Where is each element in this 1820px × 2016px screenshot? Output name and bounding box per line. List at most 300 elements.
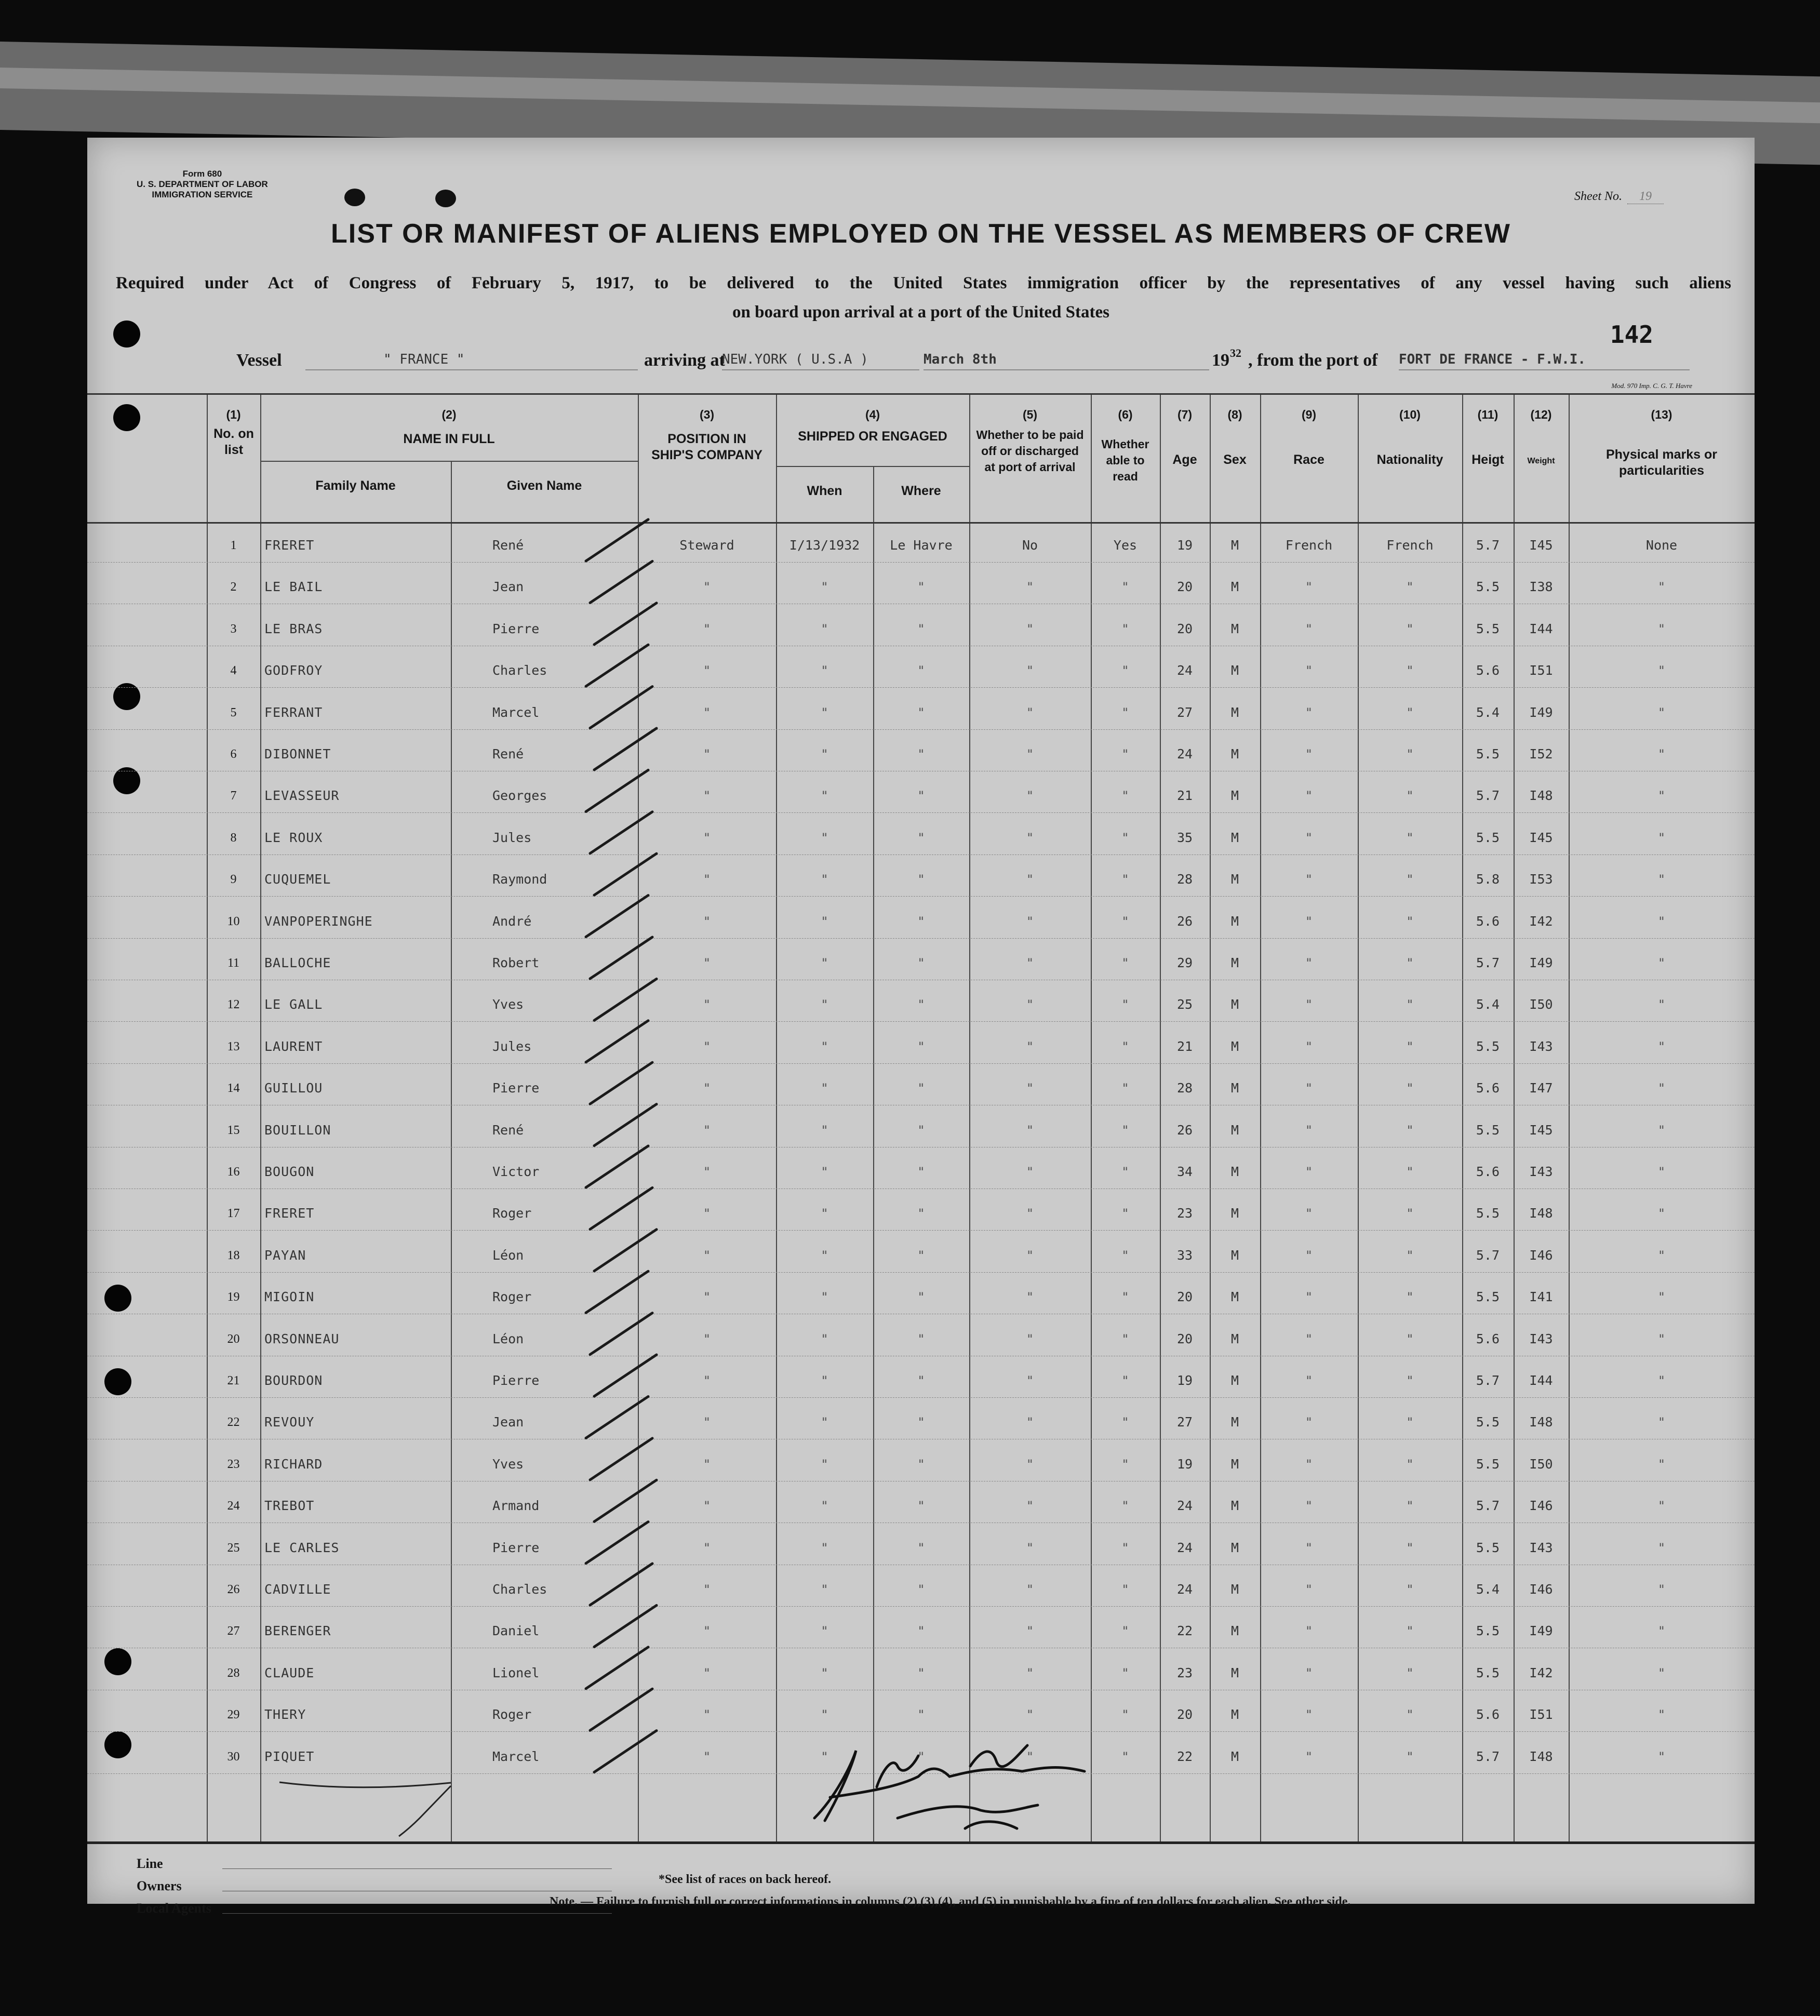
cell-read: " — [1121, 872, 1129, 887]
cell-paid: " — [1026, 914, 1034, 929]
cell-age: 33 — [1176, 1247, 1193, 1263]
row-guide-line — [87, 896, 1755, 897]
cell-where: " — [917, 1540, 925, 1555]
form-number: Form 680 — [182, 169, 222, 179]
from-label: , from the port of — [1248, 351, 1378, 370]
cell-nationality: " — [1406, 1331, 1414, 1346]
cell-no: 28 — [227, 1666, 240, 1680]
cell-when: " — [821, 580, 828, 595]
table-row — [87, 1694, 1755, 1735]
cell-no: 3 — [230, 622, 237, 636]
cell-marks: " — [1657, 1331, 1666, 1346]
cell-family: BALLOCHE — [264, 955, 331, 970]
cell-where: " — [917, 621, 925, 636]
cell-position: " — [703, 580, 711, 595]
cell-sex: M — [1230, 955, 1239, 970]
cell-sex: M — [1230, 1623, 1239, 1639]
cell-nationality: " — [1406, 1457, 1414, 1472]
cell-paid: " — [1026, 1248, 1034, 1263]
sheet-number — [1574, 190, 1664, 204]
cell-nationality: " — [1406, 1415, 1414, 1430]
cell-sex: M — [1230, 1456, 1239, 1472]
page-title: LIST OR MANIFEST OF ALIENS EMPLOYED ON THE VESSEL AS MEMBERS OF CREW — [331, 219, 1511, 249]
cell-given: Raymond — [492, 872, 547, 887]
cell-read: " — [1121, 1665, 1129, 1680]
cell-family: CLAUDE — [264, 1665, 315, 1680]
cell-family: FRERET — [264, 538, 315, 553]
table-row — [87, 1736, 1755, 1778]
cell-where: " — [917, 1582, 925, 1597]
cell-where: " — [917, 1206, 925, 1221]
cell-family: REVOUY — [264, 1414, 315, 1430]
cell-when: " — [821, 705, 828, 720]
cell-given: André — [492, 913, 532, 929]
table-row — [87, 1193, 1755, 1234]
cell-sex: M — [1230, 1748, 1239, 1764]
cell-sex: M — [1230, 1247, 1239, 1263]
cell-age: 26 — [1176, 1122, 1193, 1138]
cell-race: " — [1305, 1540, 1313, 1555]
row-guide-line — [87, 1397, 1755, 1398]
cell-no: 26 — [227, 1583, 240, 1596]
cell-race: " — [1305, 1665, 1313, 1680]
cell-marks: " — [1657, 663, 1666, 678]
cell-position: " — [703, 997, 711, 1012]
cell-given: Léon — [492, 1331, 524, 1346]
col2-number: (2) — [441, 408, 457, 421]
col4-number: (4) — [865, 408, 880, 421]
cell-when: " — [821, 621, 828, 636]
cell-family: LE ROUX — [264, 830, 323, 845]
cell-sex: M — [1230, 663, 1239, 678]
cell-read: " — [1121, 1499, 1129, 1514]
cell-family: CADVILLE — [264, 1582, 331, 1597]
cell-position: " — [703, 1499, 711, 1514]
cell-no: 23 — [227, 1457, 240, 1471]
cell-height: 5.5 — [1476, 1456, 1500, 1472]
row-guide-line — [87, 687, 1755, 688]
cell-race: " — [1305, 1499, 1313, 1514]
cell-marks: " — [1657, 1749, 1666, 1764]
cell-sex: M — [1230, 1414, 1239, 1430]
cell-no: 1 — [230, 539, 237, 552]
cell-marks: None — [1645, 538, 1678, 553]
cell-where: " — [917, 1290, 925, 1305]
cell-paid: " — [1026, 1331, 1034, 1346]
col2b-header: Given Name — [506, 478, 582, 493]
cell-weight: I45 — [1529, 1122, 1553, 1138]
table-row — [87, 775, 1755, 817]
col4a-header: When — [807, 484, 842, 498]
cell-when: " — [821, 1624, 828, 1639]
cell-where: " — [917, 789, 925, 804]
col6-header: Whether able to read — [1101, 437, 1149, 483]
cell-height: 5.7 — [1476, 1247, 1500, 1263]
cell-race: " — [1305, 1123, 1313, 1138]
cell-when: " — [821, 1206, 828, 1221]
cell-nationality: " — [1406, 580, 1414, 595]
cell-paid: " — [1026, 621, 1034, 636]
cell-position: " — [703, 1749, 711, 1764]
cell-age: 19 — [1176, 1456, 1193, 1472]
cell-marks: " — [1657, 789, 1666, 804]
cell-family: FRERET — [264, 1206, 315, 1221]
cell-given: Charles — [492, 663, 547, 678]
crew-table — [87, 393, 1755, 1844]
col2a-header: Family Name — [315, 478, 396, 493]
cell-height: 5.6 — [1476, 663, 1500, 678]
cell-marks: " — [1657, 1540, 1666, 1555]
cell-nationality: " — [1406, 1248, 1414, 1263]
cell-paid: " — [1026, 1749, 1034, 1764]
col4b-header: Where — [901, 484, 941, 498]
cell-age: 20 — [1176, 1707, 1193, 1723]
table-row — [87, 1610, 1755, 1652]
cell-position: " — [703, 1165, 711, 1179]
arrival-port: NEW.YORK ( U.S.A ) — [722, 352, 919, 370]
cell-position: " — [703, 789, 711, 804]
cell-paid: " — [1026, 789, 1034, 804]
cell-when: " — [821, 663, 828, 678]
cell-nationality: " — [1406, 1624, 1414, 1639]
cell-sex: M — [1230, 538, 1239, 553]
cell-nationality: " — [1406, 1582, 1414, 1597]
cell-paid: " — [1026, 1707, 1034, 1723]
cell-position: " — [703, 1707, 711, 1723]
cell-paid: " — [1026, 830, 1034, 845]
col11-number: (11) — [1477, 408, 1498, 421]
cell-paid: " — [1026, 1540, 1034, 1555]
cell-when: " — [821, 1582, 828, 1597]
table-row — [87, 1485, 1755, 1527]
cell-marks: " — [1657, 872, 1666, 887]
cell-position: " — [703, 1540, 711, 1555]
cell-no: 10 — [227, 914, 240, 928]
cell-family: LE CARLES — [264, 1540, 340, 1555]
cell-paid: " — [1026, 747, 1034, 762]
cell-weight: I46 — [1529, 1247, 1553, 1263]
cell-height: 5.6 — [1476, 1707, 1500, 1723]
arriving-label: arriving at — [644, 351, 725, 370]
cell-weight: I53 — [1529, 872, 1553, 887]
cell-weight: I38 — [1529, 579, 1553, 595]
cell-where: " — [917, 956, 925, 970]
table-row — [87, 1110, 1755, 1151]
cell-paid: " — [1026, 1457, 1034, 1472]
cell-marks: " — [1657, 956, 1666, 970]
cell-where: " — [917, 1373, 925, 1388]
cell-height: 5.7 — [1476, 955, 1500, 970]
cell-sex: M — [1230, 1373, 1239, 1388]
cell-race: " — [1305, 914, 1313, 929]
cell-weight: I42 — [1529, 913, 1553, 929]
cell-nationality: " — [1406, 747, 1414, 762]
cell-where: " — [917, 580, 925, 595]
cell-position: " — [703, 830, 711, 845]
vessel-name: " FRANCE " — [305, 352, 638, 370]
cell-when: " — [821, 1248, 828, 1263]
cell-given: Yves — [492, 1456, 524, 1472]
cell-no: 14 — [227, 1082, 240, 1096]
cell-position: " — [703, 1415, 711, 1430]
table-row — [87, 692, 1755, 733]
cell-family: TREBOT — [264, 1498, 315, 1514]
cell-where: " — [917, 1331, 925, 1346]
cell-where: " — [917, 663, 925, 678]
cell-where: " — [917, 705, 925, 720]
cell-nationality: " — [1406, 1499, 1414, 1514]
cell-given: Daniel — [492, 1623, 540, 1639]
cell-family: LE BAIL — [264, 579, 323, 595]
cell-race: " — [1305, 1206, 1313, 1221]
cell-no: 13 — [227, 1039, 240, 1053]
table-row — [87, 1151, 1755, 1193]
cell-nationality: " — [1406, 705, 1414, 720]
cell-marks: " — [1657, 580, 1666, 595]
cell-weight: I49 — [1529, 704, 1553, 720]
cell-race: " — [1305, 1290, 1313, 1305]
col6-number: (6) — [1118, 408, 1133, 421]
cell-given: Jean — [492, 579, 524, 595]
cell-age: 24 — [1176, 1540, 1193, 1555]
cell-when: " — [821, 1039, 828, 1054]
cell-nationality: " — [1406, 1540, 1414, 1555]
cell-age: 20 — [1176, 1289, 1193, 1305]
cell-when: " — [821, 1123, 828, 1138]
cell-marks: " — [1657, 1165, 1666, 1179]
cell-position: " — [703, 621, 711, 636]
cell-marks: " — [1657, 1081, 1666, 1096]
cell-age: 20 — [1176, 1331, 1193, 1346]
table-row — [87, 901, 1755, 942]
cell-nationality: " — [1406, 956, 1414, 970]
cell-paid: " — [1026, 705, 1034, 720]
cell-marks: " — [1657, 1665, 1666, 1680]
cell-where: " — [917, 1123, 925, 1138]
cell-no: 30 — [227, 1750, 240, 1764]
cell-no: 15 — [227, 1123, 240, 1137]
cell-age: 20 — [1176, 621, 1193, 636]
cell-when: " — [821, 747, 828, 762]
cell-given: René — [492, 1122, 524, 1138]
cell-position: " — [703, 914, 711, 929]
table-row — [87, 733, 1755, 775]
cell-nationality: " — [1406, 872, 1414, 887]
cell-where: " — [917, 1707, 925, 1723]
cell-family: CUQUEMEL — [264, 872, 331, 887]
cell-marks: " — [1657, 1290, 1666, 1305]
row-guide-line — [87, 1272, 1755, 1273]
cell-read: " — [1121, 1165, 1129, 1179]
cell-nationality: French — [1386, 538, 1434, 553]
cell-height: 5.5 — [1476, 1206, 1500, 1221]
vessel-line — [87, 346, 1755, 377]
row-guide-line — [87, 1021, 1755, 1022]
col10-header: Nationality — [1376, 452, 1443, 467]
cell-no: 27 — [227, 1624, 240, 1638]
cell-sex: M — [1230, 1665, 1239, 1680]
cell-when: " — [821, 1707, 828, 1723]
cell-weight: I51 — [1529, 663, 1553, 678]
cell-position: " — [703, 747, 711, 762]
cell-read: " — [1121, 1373, 1129, 1388]
service: IMMIGRATION SERVICE — [152, 190, 253, 199]
departure-port: FORT DE FRANCE - F.W.I. — [1399, 352, 1690, 370]
cell-when: " — [821, 1665, 828, 1680]
cell-where: " — [917, 1165, 925, 1179]
cell-position: " — [703, 1582, 711, 1597]
cell-given: Robert — [492, 955, 540, 970]
cell-paid: No — [1022, 538, 1038, 553]
cell-sex: M — [1230, 872, 1239, 887]
subtitle-line-2: on board upon arrival at a port of the United States — [732, 303, 1110, 322]
cell-position: " — [703, 1248, 711, 1263]
cell-weight: I44 — [1529, 621, 1553, 636]
cell-race: " — [1305, 1707, 1313, 1723]
cell-weight: I42 — [1529, 1665, 1553, 1680]
cell-where: " — [917, 997, 925, 1012]
cell-weight: I45 — [1529, 538, 1553, 553]
cell-family: GODFROY — [264, 663, 323, 678]
cell-height: 5.4 — [1476, 997, 1500, 1012]
cell-given: Pierre — [492, 1373, 540, 1388]
table-row — [87, 525, 1755, 566]
cell-read: " — [1121, 1707, 1129, 1723]
cell-no: 16 — [227, 1165, 240, 1179]
cell-no: 24 — [227, 1499, 240, 1513]
cell-family: BERENGER — [264, 1623, 331, 1639]
cell-where: " — [917, 1039, 925, 1054]
cell-position: " — [703, 1665, 711, 1680]
cell-read: " — [1121, 830, 1129, 845]
cell-paid: " — [1026, 1206, 1034, 1221]
cell-age: 24 — [1176, 663, 1193, 678]
cell-age: 23 — [1176, 1206, 1193, 1221]
cell-marks: " — [1657, 1624, 1666, 1639]
cell-no: 11 — [227, 956, 240, 970]
cell-height: 5.5 — [1476, 1038, 1500, 1054]
cell-paid: " — [1026, 1373, 1034, 1388]
cell-position: " — [703, 1039, 711, 1054]
line-field — [222, 1868, 612, 1869]
cell-race: " — [1305, 789, 1313, 804]
cell-race: " — [1305, 1373, 1313, 1388]
cell-weight: I49 — [1529, 1623, 1553, 1639]
cell-paid: " — [1026, 1081, 1034, 1096]
pen-stroke — [399, 1786, 451, 1836]
cell-marks: " — [1657, 997, 1666, 1012]
year-prefix: 19 — [1212, 351, 1229, 370]
table-row — [87, 1401, 1755, 1443]
cell-paid: " — [1026, 956, 1034, 970]
cell-given: Pierre — [492, 1540, 540, 1555]
cell-read: " — [1121, 914, 1129, 929]
cell-paid: " — [1026, 1039, 1034, 1054]
cell-paid: " — [1026, 1499, 1034, 1514]
cell-marks: " — [1657, 1206, 1666, 1221]
cell-position: Steward — [679, 538, 734, 553]
cell-where: " — [917, 830, 925, 845]
vessel-label: Vessel — [236, 351, 282, 370]
ink-blot — [344, 189, 365, 206]
cell-read: " — [1121, 1206, 1129, 1221]
cell-height: 5.5 — [1476, 1122, 1500, 1138]
cell-where: " — [917, 872, 925, 887]
cell-age: 34 — [1176, 1164, 1193, 1179]
cell-where: " — [917, 914, 925, 929]
cell-read: " — [1121, 789, 1129, 804]
cell-given: Roger — [492, 1289, 532, 1305]
cell-read: " — [1121, 621, 1129, 636]
cell-race: " — [1305, 1749, 1313, 1764]
cell-race: " — [1305, 997, 1313, 1012]
cell-read: " — [1121, 956, 1129, 970]
col13-header: Physical marks or particularities — [1605, 447, 1717, 478]
cell-nationality: " — [1406, 1081, 1414, 1096]
cell-position: " — [703, 1624, 711, 1639]
cell-family: LEVASSEUR — [264, 788, 340, 804]
cell-given: René — [492, 538, 524, 553]
cell-when: " — [821, 789, 828, 804]
cell-nationality: " — [1406, 1749, 1414, 1764]
cell-paid: " — [1026, 580, 1034, 595]
cell-marks: " — [1657, 830, 1666, 845]
cell-age: 19 — [1176, 1373, 1193, 1388]
cell-no: 21 — [227, 1374, 240, 1387]
cell-weight: I43 — [1529, 1331, 1553, 1346]
cell-nationality: " — [1406, 1165, 1414, 1179]
cell-marks: " — [1657, 1582, 1666, 1597]
owners-label: Owners — [137, 1878, 182, 1893]
cell-read: " — [1121, 1248, 1129, 1263]
cell-height: 5.5 — [1476, 621, 1500, 636]
cell-weight: I46 — [1529, 1582, 1553, 1597]
cell-sex: M — [1230, 1122, 1239, 1138]
col2-header: NAME IN FULL — [403, 432, 495, 446]
col1-header: No. on list — [213, 426, 254, 457]
cell-race: " — [1305, 621, 1313, 636]
cell-given: Jules — [492, 1038, 532, 1054]
cell-weight: I48 — [1529, 1748, 1553, 1764]
cell-height: 5.8 — [1476, 872, 1500, 887]
cell-weight: I50 — [1529, 997, 1553, 1012]
col9-number: (9) — [1301, 408, 1317, 421]
cell-paid: " — [1026, 997, 1034, 1012]
cell-when: " — [821, 1165, 828, 1179]
row-guide-line — [87, 562, 1755, 563]
cell-where: " — [917, 1499, 925, 1514]
cell-race: " — [1305, 1582, 1313, 1597]
cell-no: 9 — [230, 873, 237, 887]
cell-weight: I50 — [1529, 1456, 1553, 1472]
table-row — [87, 1276, 1755, 1318]
cell-given: Georges — [492, 788, 547, 804]
cell-paid: " — [1026, 1165, 1034, 1179]
cell-marks: " — [1657, 1039, 1666, 1054]
cell-age: 27 — [1176, 1414, 1193, 1430]
cell-when: " — [821, 1749, 828, 1764]
cell-no: 18 — [227, 1248, 240, 1262]
manifest-page — [87, 138, 1755, 1916]
cell-age: 25 — [1176, 997, 1193, 1012]
cell-read: " — [1121, 1123, 1129, 1138]
cell-sex: M — [1230, 1331, 1239, 1346]
cell-no: 29 — [227, 1708, 240, 1722]
table-row — [87, 1444, 1755, 1485]
cell-height: 5.6 — [1476, 1080, 1500, 1096]
cell-no: 4 — [230, 664, 237, 678]
cell-read: " — [1121, 663, 1129, 678]
